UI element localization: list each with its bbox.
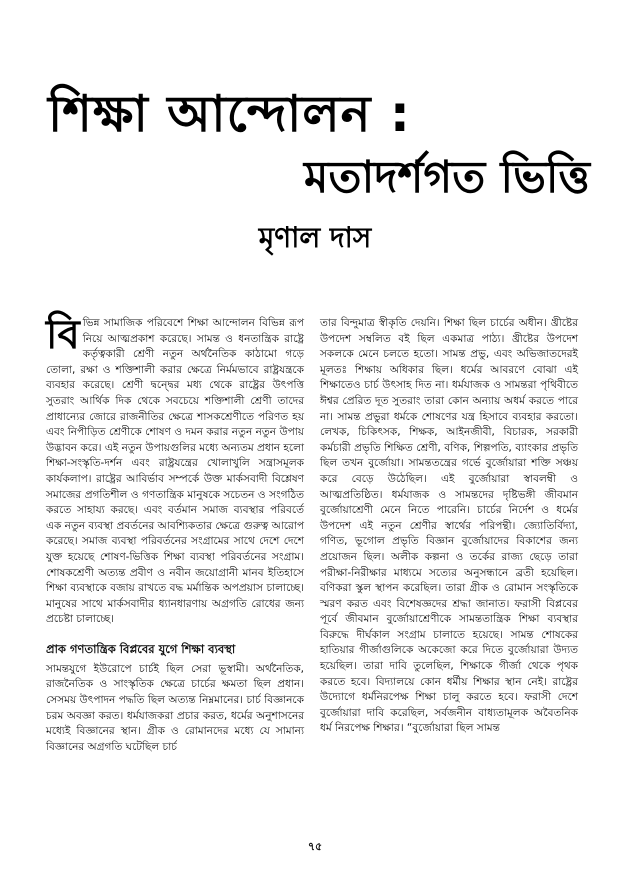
intro-paragraph (46, 312, 305, 628)
left-column (46, 312, 305, 755)
page-number: ৭৫ (307, 840, 323, 853)
drop-cap: বি (46, 312, 80, 358)
intro-paragraph-text: ভিন্ন সামাজিক পরিবেশে শিক্ষা আন্দোলন বিভিন্ন রূপ নিয়ে আত্মপ্রকাশ করেছে। সামন্ত ও ধনতান্ত্রিক রাষ্ট্রে কর্তৃত্বকারী শ্রেণী নতুন অর্থনৈতিক কাঠামো গড়ে তোলা, রক্ষা ও শক্তিশালী করার ক্ষেত্রে নির্মমভাবে রাষ্ট্রযন্ত্রকে ব্যবহার করেছে। শ্রেণী দ্বন্দ্বের মধ্য থেকে রাষ্ট্রের উৎপত্তি সুতরাং আর্থিক দিক থেকে সবচেয়ে শক্তিশালী শ্রেণী তাদের প্রাধান্যের জোরে রাজনীতির ক্ষেত্রে শাসকশ্রেণীতে পরিণত হয় এবং নিপীড়িত শ্রেণীকে শোষণ ও দমন করার নতুন নতুন উপায় উদ্ভাবন করে। এই নতুন উপায়গুলির মধ্যে অন্যতম প্রধান হলো শিক্ষা-সংস্কৃতি-দর্শন এবং রাষ্ট্রযন্ত্রের খোলাখুলি সন্ত্রাসমূলক কার্যকলাপ। রাষ্ট্রের আবির্ভাব সম্পর্কে উক্ত মার্কসবাদী বিশ্লেষণ সমাজের প্রগতিশীল ও গণতান্ত্রিক মানুষকে সচেতন ও সংগঠিত করতে সাহায্য করছে। এবং বর্তমান সমাজ ব্যবস্থার পরিবর্তে এক নতুন ব্যবস্থা প্রবর্তনের আবশ্যিকতার ক্ষেত্রে গুরুত্ব আরোপ করেছে। সমাজ ব্যবস্থা পরিবর্তনের সংগ্রামের সাথে দেশে দেশে যুক্ত হয়েছে শোষণ-ভিত্তিক শিক্ষা ব্যবস্থা পরিবর্তনের সংগ্রাম। শোষকশ্রেণী অত্যন্ত প্রবীণ ও নবীন জয়োগ্রানী মানব ইতিহাসে শিক্ষা ব্যবস্থাকে বজায় রাখতে বদ্ধ মর্মান্তিক অপপ্রয়াস চালাচ্ছে। মানুষের সাথে মার্কসবাদীর ধ্যানধারণায় অগ্রগতি রোধের জন্য প্রচেষ্টা চালাচ্ছে। (46, 317, 305, 626)
article-author: মৃণাল দাস (258, 221, 372, 254)
article-title: শিক্ষা আন্দোলন : (48, 85, 411, 143)
right-column (320, 316, 578, 737)
article-subtitle: মতাদর্শগত ভিত্তি (304, 152, 590, 203)
section-heading: প্রাক গণতান্ত্রিক বিপ্লবের যুগে শিক্ষা ব্যবস্থা (46, 641, 236, 656)
section-paragraph: সামন্তযুগে ইউরোপে চার্চই ছিল সেরা ভূস্বামী। অর্থনৈতিক, রাজনৈতিক ও সাংস্কৃতিক ক্ষেত্রে চার্চের ক্ষমতা ছিল প্রধান। সেসময় উৎপাদন পদ্ধতি ছিল অত্যন্ত নিম্নমানের। চার্চ বিজ্ঞানকে চরম অবজ্ঞা করত। ধর্মযাজকরা প্রচার করত, ধর্মের অনুশাসনের মধ্যেই বিজ্ঞানের স্থান। গ্রীক ও রোমানদের মধ্যে যে সামান্য বিজ্ঞানের অগ্রগতি ঘটেছিল চার্চ (46, 662, 304, 753)
right-paragraph: তার বিন্দুমাত্র স্বীকৃতি দেয়নি। শিক্ষা ছিল চার্চের অধীন। খ্রীষ্টের উপদেশ সম্বলিত বই ছিল একমাত্র পাঠ্য। খ্রীষ্টের উপদেশ সকলকে মেনে চলতে হতো। সামন্ত প্রভু, এবং অভিজাতদেরই মূলতঃ শিক্ষায় অধিকার ছিল। ধর্মের আবরণে বোঝা এই শিক্ষাতেও চার্চ উৎসাহ দিত না। ধর্মযাজক ও সামন্তরা পৃথিবীতে ঈশ্বর প্রেরিত দূত সুতরাং তারা কোন অন্যায় অধর্ম করতে পারে না। সামন্ত প্রভুরা ধর্মকে শোষণের যন্ত্র হিসাবে ব্যবহার করতো। লেখক, চিকিৎসক, শিক্ষক, আইনজীবী, বিচারক, সরকারী কর্মচারী প্রভৃতি শিক্ষিত শ্রেণী, বণিক, শিল্পপতি, ব্যাংকার প্রভৃতি ছিল তখন বুর্জোয়া। সামন্ততন্ত্রের গর্ভে বুর্জোয়ারা শক্তি সঞ্চয় করে বেড়ে উঠেছিল। এই বুর্জোয়ারা স্বাবলম্বী ও আত্মপ্রতিষ্ঠিত। ধর্মযাজক ও সামন্তদের দৃষ্টিভঙ্গী জীবমান বুর্জোয়াশ্রেণী মেনে নিতে পারেনি। চার্চের নির্দেশ ও ধর্মের উপদেশ এই নতুন শ্রেণীর স্বার্থের পরিপন্থী। জ্যোতির্বিদ্যা, গণিত, ভূগোল প্রভৃতি বিজ্ঞান বুর্জোয়াদের বিকাশের জন্য প্রয়োজন ছিল। অলীক কল্পনা ও তর্কের রাজ্য ছেড়ে তারা পরীক্ষা-নিরীক্ষার মাধ্যমে সত্যের অনুসন্ধানে ব্রতী হয়েছিল। বণিকরা স্কুল স্থাপন করেছিল। তারা গ্রীক ও রোমান সংস্কৃতিকে স্মরণ করত এবং বিশেষজ্ঞদের শ্রদ্ধা জানাত। ফরাসী বিপ্লবের পূর্বে জীবমান বুর্জোয়াশ্রেণীকে সামন্ততান্ত্রিক শিক্ষা ব্যবস্থার বিরুদ্ধে দীর্ঘকাল সংগ্রাম চালাতে হয়েছে। সামন্ত শোষকের হাতিয়ার গীর্জাগুলিকে অকেজো করে দিতে বুর্জোয়ারা উদ্যত হয়েছিল। তারা দাবি তুলেছিল, শিক্ষাকে গীর্জা থেকে পৃথক করতে হবে। বিদ্যালয়ে কোন ধর্মীয় শিক্ষার স্থান নেই। রাষ্ট্রের উদ্যোগে ধর্মনিরপেক্ষ শিক্ষা চালু করতে হবে। ফরাসী দেশে বুর্জোয়ারা দাবি করেছিল, সর্বজনীন বাধ্যতামূলক অবৈতনিক ধর্ম নিরপেক্ষ শিক্ষার। “বুর্জোয়ারা ছিল সামন্ত (320, 317, 578, 735)
